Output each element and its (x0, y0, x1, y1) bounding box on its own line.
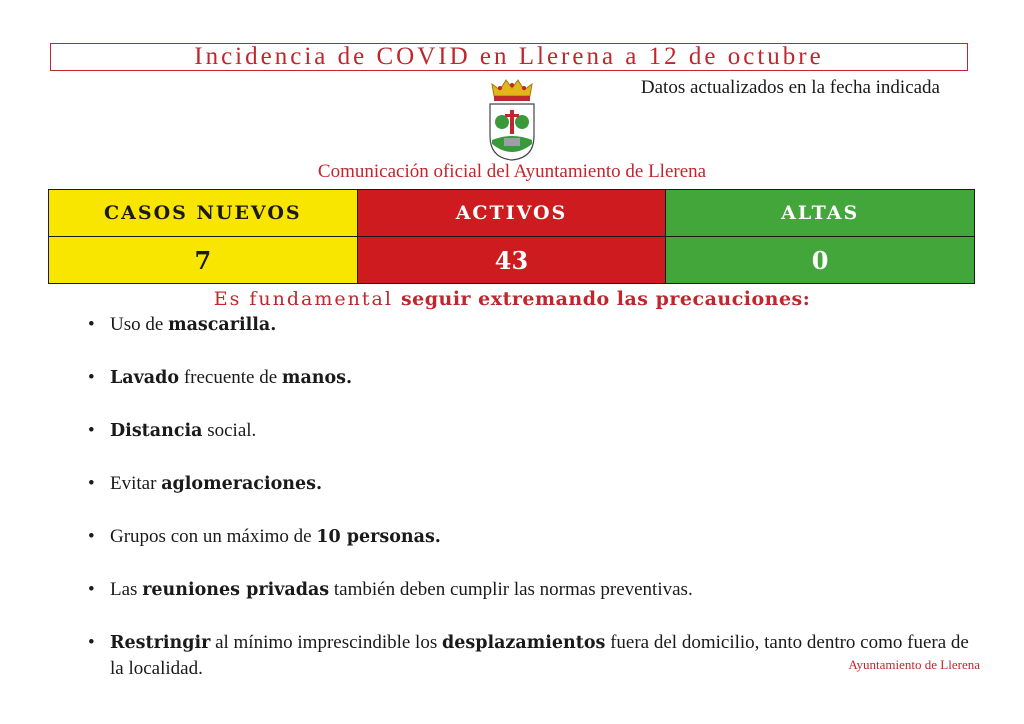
list-item: • Evitar aglomeraciones. (110, 471, 970, 497)
covid-stats-table (48, 189, 975, 284)
list-item: • Restringir al mínimo imprescindible los desplazamientos fuera del domicilio, tanto dentro como fuera de la localidad. (110, 630, 970, 682)
list-item: • Lavado frecuente de manos. (110, 365, 970, 391)
stat-value-discharged: 0 (666, 237, 975, 284)
precautions-heading (0, 288, 1024, 310)
coat-of-arms-icon (486, 74, 538, 162)
stat-value-active: 43 (357, 237, 666, 284)
update-note: Datos actualizados en la fecha indicada (640, 77, 940, 98)
precautions-intro: Es fundamental (213, 288, 401, 310)
precautions-list (110, 312, 970, 709)
official-communication: Comunicación oficial del Ayuntamiento de Llerena (317, 161, 707, 182)
page-title: Incidencia de COVID en Llerena a 12 de octubre (50, 43, 968, 71)
precautions-emphasis: seguir extremando las precauciones: (400, 288, 811, 310)
stat-header-new-cases: CASOS NUEVOS (49, 190, 358, 237)
list-item: • Distancia social. (110, 418, 970, 444)
list-item: • Uso de mascarilla. (110, 312, 970, 338)
stat-value-new-cases: 7 (49, 237, 358, 284)
list-item: • Las reuniones privadas también deben cumplir las normas preventivas. (110, 577, 970, 603)
stat-header-discharged: ALTAS (666, 190, 975, 237)
stat-header-active: ACTIVOS (357, 190, 666, 237)
list-item: • Grupos con un máximo de 10 personas. (110, 524, 970, 550)
footer-signature: Ayuntamiento de Llerena (848, 657, 980, 672)
